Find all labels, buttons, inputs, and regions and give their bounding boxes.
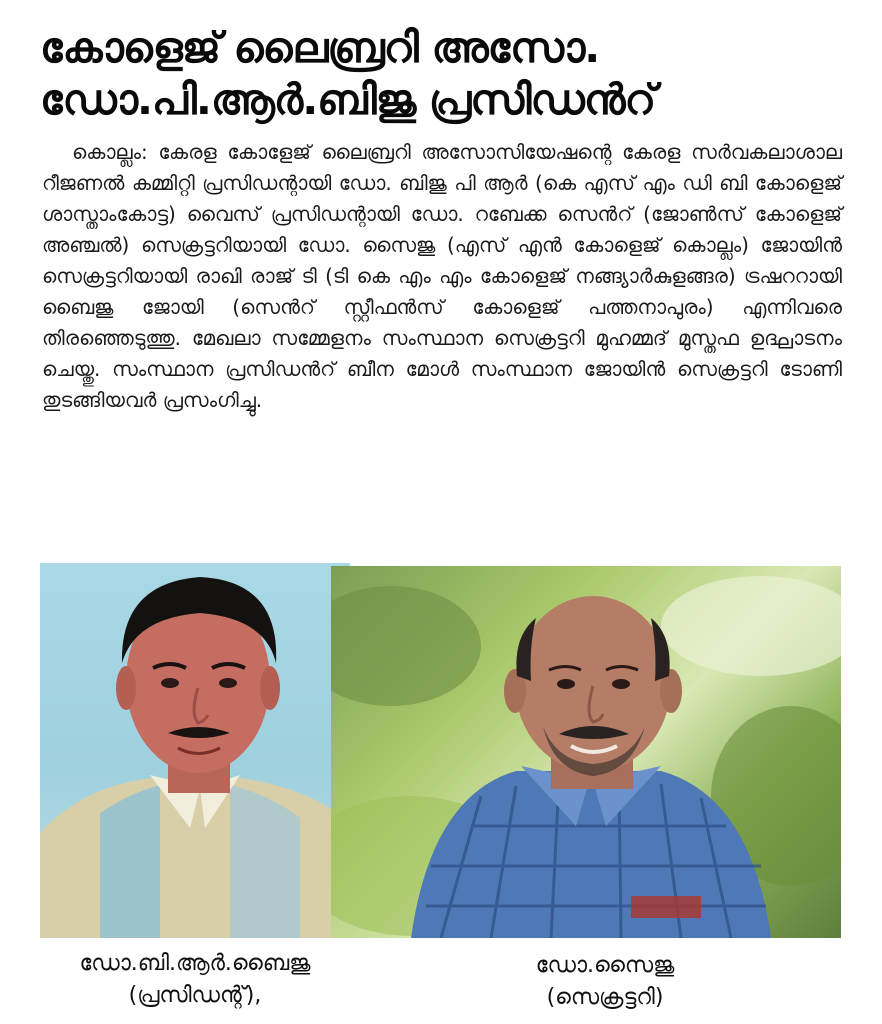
headline-line-2: ഡോ.പി.ആർ.ബിജു പ്രസിഡൻറ് — [40, 75, 656, 124]
secretary-portrait — [331, 566, 841, 938]
president-caption-name: ഡോ.ബി.ആർ.ബൈജു — [79, 951, 311, 976]
secretary-caption-role: (സെക്രട്ടറി) — [546, 985, 664, 1010]
president-photo — [40, 563, 350, 938]
article-body: കൊല്ലം: കേരള കോളേജ് ലൈബ്രറി അസോസിയേഷന്റെ കേരള സർവകലാശാല റീജണൽ കമ്മിറ്റി പ്രസിഡന്റായി ഡോ. ബിജു പി ആർ (കെ എസ് എം ഡി ബി കോളെജ് ശാസ്താംകോട്ട) വൈസ് പ്രസിഡന്റായി ഡോ. റബേക്ക സെൻറ് (ജോൺസ് കോളെജ് അഞ്ചൽ) സെക്രട്ടറിയായി ഡോ. സൈജു (എസ് എൻ കോളെജ് കൊല്ലം) ജോയിൻ സെക്രട്ടറിയായി രാഖി രാജ് ടി (ടി കെ എം എം കോളെജ് നങ്ങ്യാർകുളങ്ങര) ട്രഷററായി ബൈജു ജോയി (സെൻറ് സ്റ്റീഫൻസ് കോളെജ് പത്തനാപുരം) എന്നിവരെ തിരഞ്ഞെടുത്തു. മേഖലാ സമ്മേളനം സംസ്ഥാന സെക്രട്ടറി മുഹമ്മദ് മുസ്തഫ ഉദ്ഘാടനം ചെയ്തു. സംസ്ഥാന പ്രസിഡൻറ് ബീന മോൾ സംസ്ഥാന ജോയിൻ സെക്രട്ടറി ടോണി തുടങ്ങിയവർ പ്രസംഗിച്ചു. — [42, 140, 842, 412]
president-caption-role: (പ്രസിഡന്റ്), — [128, 983, 262, 1008]
president-caption — [30, 948, 360, 1012]
secretary-caption — [440, 950, 770, 1014]
president-portrait — [40, 563, 350, 938]
headline — [40, 22, 860, 126]
headline-line-1: കോളെജ് ലൈബ്രറി അസോ. — [40, 23, 600, 72]
secretary-caption-name: ഡോ.സൈജു — [535, 953, 675, 978]
secretary-photo — [331, 566, 841, 938]
